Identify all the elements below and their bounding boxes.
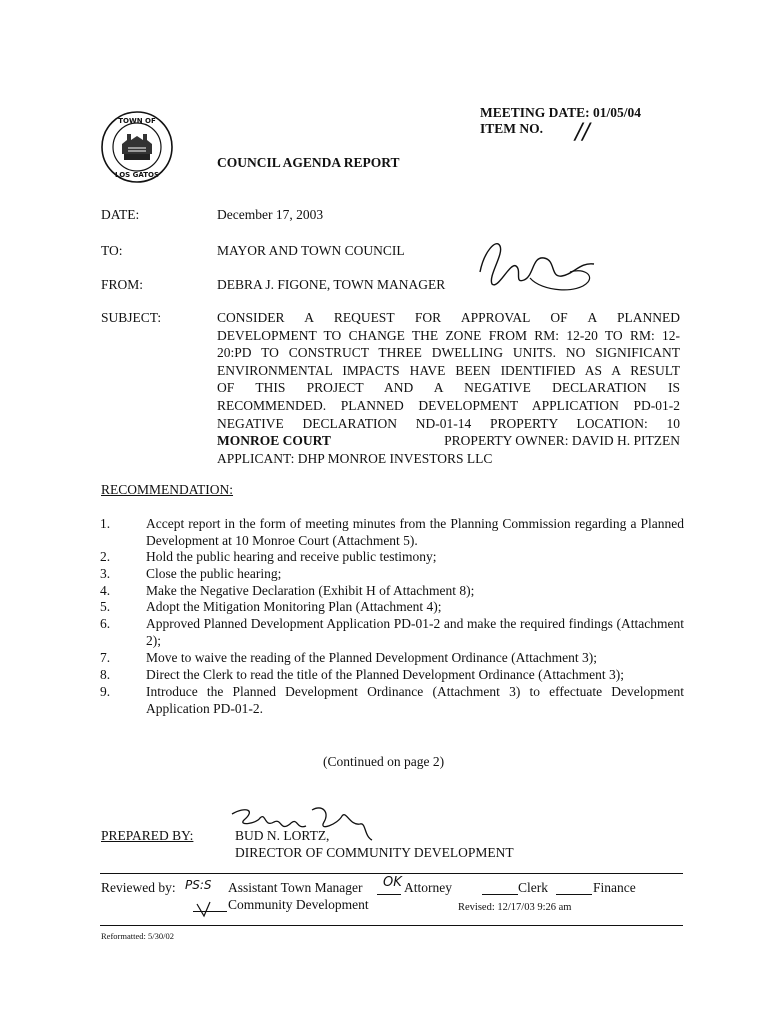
item-number-label: ITEM NO. (480, 121, 544, 136)
attorney-label: Attorney (404, 880, 452, 895)
to-label: TO: (101, 243, 123, 258)
meeting-date: MEETING DATE: 01/05/04 (480, 105, 642, 120)
subject-line: CONSIDER A REQUEST FOR APPROVAL OF A PLANNED (217, 310, 680, 325)
finance-label: Finance (593, 880, 636, 895)
rec-item: Introduce the Planned Development Ordinance (Attachment 3) to effectuate Development Application PD-01-2. (146, 684, 684, 716)
rec-number: 6. (100, 616, 111, 631)
subject-line (217, 432, 680, 450)
from-value: DEBRA J. FIGONE, TOWN MANAGER (217, 277, 446, 292)
subject-line: 20:PD TO CONSTRUCT THREE DWELLING UNITS. NO SIGNIFICANT (217, 345, 680, 361)
rec-item: Make the Negative Declaration (Exhibit H of Attachment 8); (146, 583, 475, 598)
reviewed-by-label: Reviewed by: (101, 880, 176, 895)
continued-note: (Continued on page 2) (323, 754, 445, 769)
clerk-label: Clerk (518, 880, 548, 895)
to-value: MAYOR AND TOWN COUNCIL (217, 243, 405, 258)
rec-number: 5. (100, 599, 111, 614)
svg-text:TOWN OF: TOWN OF (118, 117, 156, 125)
report-title: COUNCIL AGENDA REPORT (217, 155, 400, 170)
rec-item: Move to waive the reading of the Planned Development Ordinance (Attachment 3); (146, 650, 597, 665)
rec-number: 2. (100, 549, 111, 564)
attorney-blank (377, 894, 401, 895)
rec-number: 3. (100, 566, 111, 581)
subject-applicant: APPLICANT: DHP MONROE INVESTORS LLC (217, 450, 493, 466)
prepared-by-label: PREPARED BY: (101, 828, 194, 843)
finance-blank (556, 894, 592, 895)
rec-item: Adopt the Mitigation Monitoring Plan (Attachment 4); (146, 599, 442, 614)
rec-number: 9. (100, 684, 111, 699)
from-label: FROM: (101, 277, 144, 292)
subject-text (217, 309, 680, 467)
preparer-title: DIRECTOR OF COMMUNITY DEVELOPMENT (235, 845, 514, 860)
subject-line: ENVIRONMENTAL IMPACTS HAVE BEEN IDENTIFIED AS A RESULT (217, 362, 680, 378)
subject-line: OF THIS PROJECT AND A NEGATIVE DECLARATION IS (217, 380, 680, 396)
attorney-initials: OK (383, 875, 402, 890)
rec-number: 8. (100, 667, 111, 682)
manager-signature (470, 232, 605, 296)
rec-item: Accept report in the form of meeting minutes from the Planning Commission regarding a Planned Development at 10 Monroe Court (Attachment 5). (146, 516, 684, 548)
subject-line: RECOMMENDED. PLANNED DEVELOPMENT APPLICATION PD-01-2 (217, 397, 680, 413)
rec-item: Approved Planned Development Application PD-01-2 and make the required findings (Attachment 2); (146, 616, 684, 648)
preparer-name: BUD N. LORTZ, (235, 828, 330, 843)
checkmark-icon (196, 900, 212, 918)
rec-number: 1. (100, 516, 111, 531)
revised-date: Revised: 12/17/03 9:26 am (458, 902, 572, 913)
community-development: Community Development (228, 897, 369, 912)
review-bottom-rule (100, 925, 683, 926)
item-number-value: // (575, 120, 590, 145)
subject-line: NEGATIVE DECLARATION ND-01-14 PROPERTY LOCATION: 10 (217, 415, 680, 431)
subject-location-bold: MONROE COURT (217, 433, 331, 449)
clerk-blank (482, 894, 518, 895)
subject-label: SUBJECT: (101, 310, 162, 325)
subject-owner: PROPERTY OWNER: DAVID H. PITZEN (444, 433, 680, 449)
rec-number: 7. (100, 650, 111, 665)
assistant-initials: PS:S (185, 878, 212, 892)
assistant-town-manager: Assistant Town Manager (228, 880, 363, 895)
rec-item: Close the public hearing; (146, 566, 282, 581)
date-label: DATE: (101, 207, 140, 222)
rec-number: 4. (100, 583, 111, 598)
rec-item: Hold the public hearing and receive public testimony; (146, 549, 437, 564)
town-seal-logo (100, 110, 174, 184)
rec-item: Direct the Clerk to read the title of the Planned Development Ordinance (Attachment 3); (146, 667, 624, 682)
date-value: December 17, 2003 (217, 207, 324, 222)
subject-line: DEVELOPMENT TO CHANGE THE ZONE FROM RM: 12-20 TO RM: 12- (217, 327, 680, 343)
reformatted-note: Reformatted: 5/30/02 (101, 931, 174, 941)
recommendation-heading: RECOMMENDATION: (101, 482, 234, 497)
svg-text:LOS GATOS: LOS GATOS (114, 171, 160, 179)
